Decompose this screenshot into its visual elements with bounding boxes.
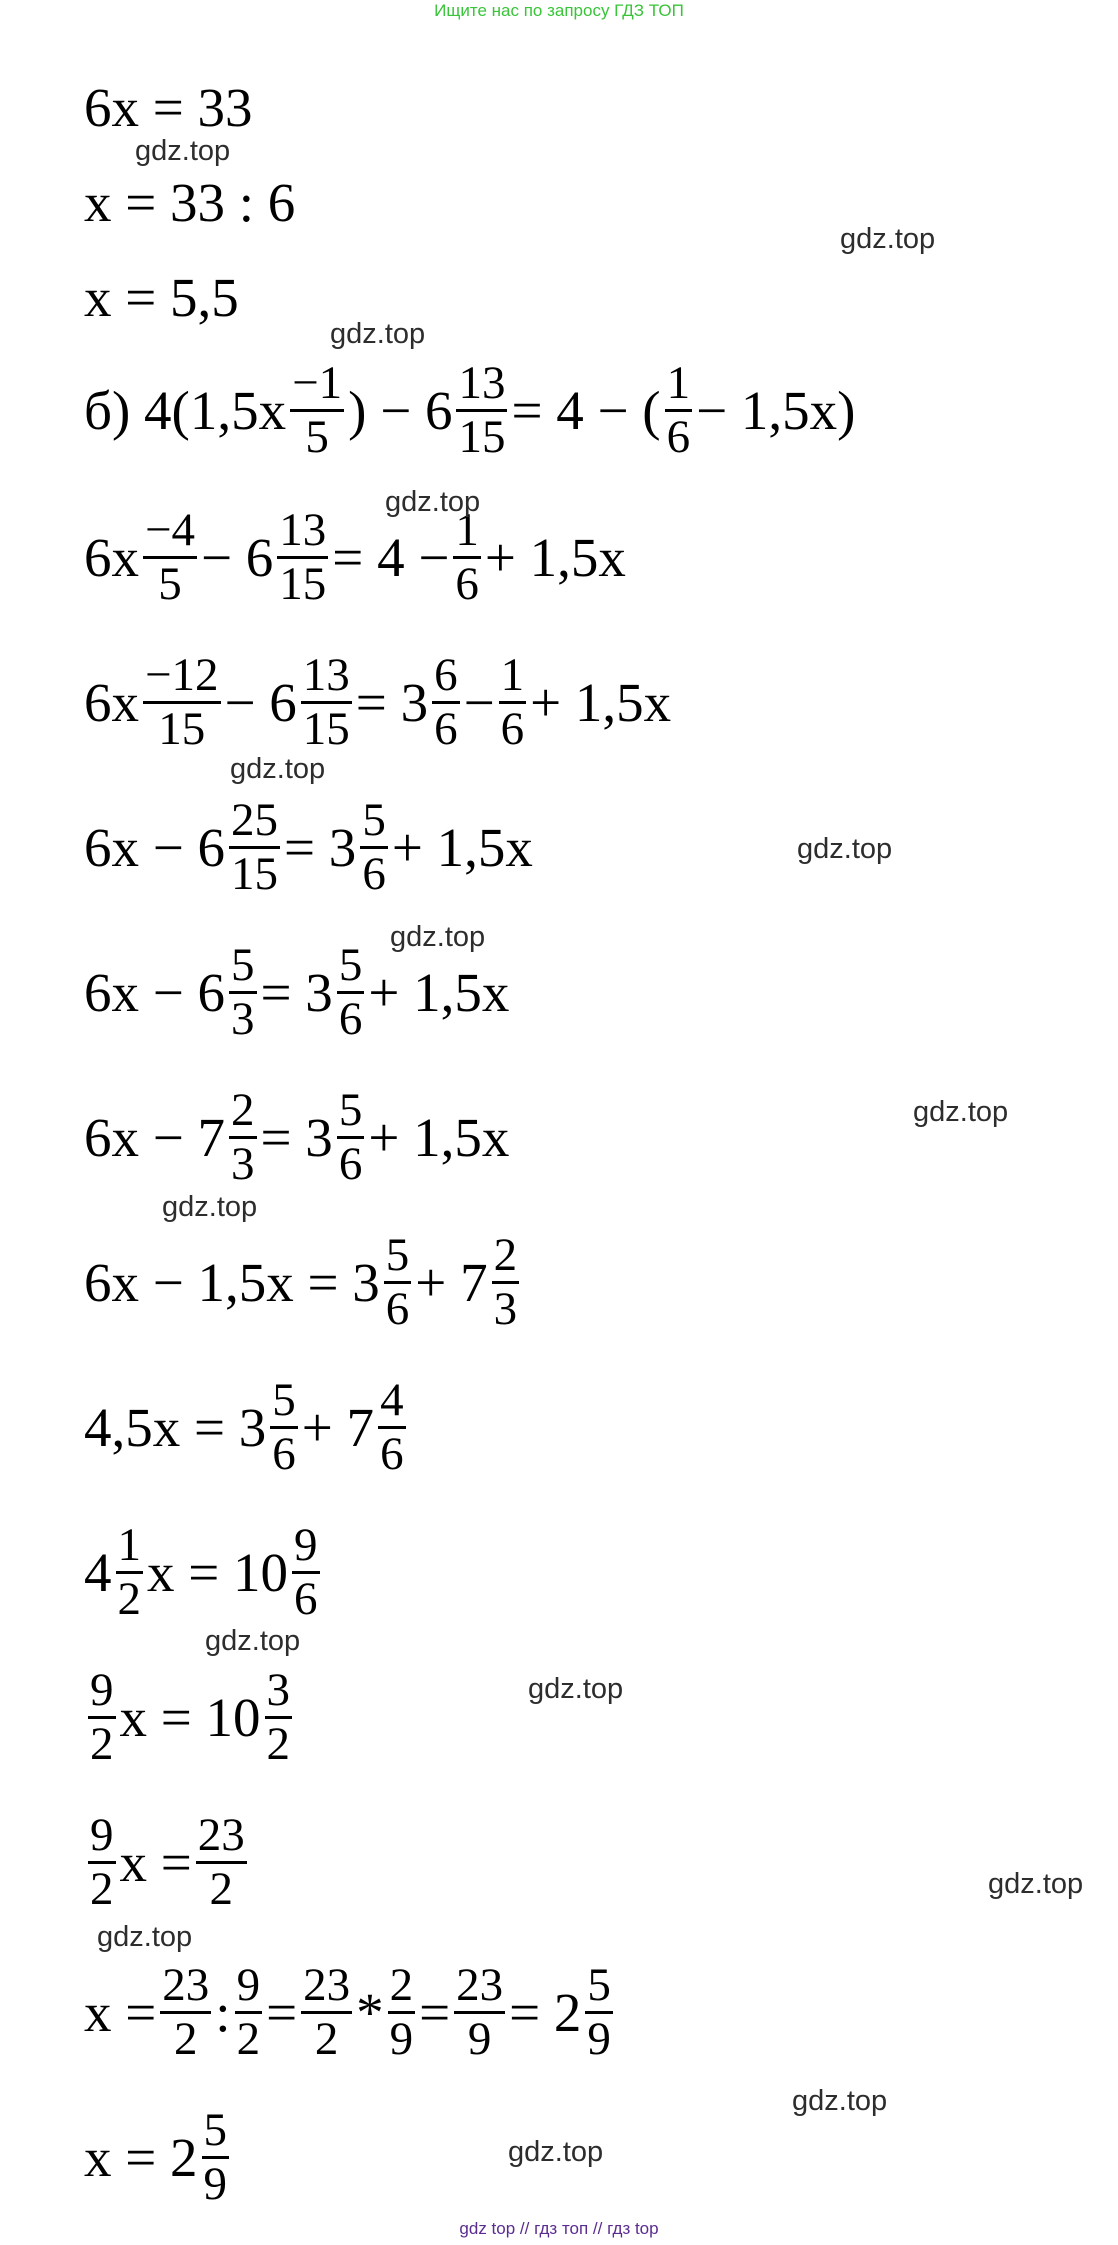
expr-text: 6x − 6 — [84, 961, 226, 1023]
denominator: 2 — [314, 2012, 339, 2065]
expr-text: + 1,5x — [530, 671, 672, 733]
search-banner: Ищите нас по запросу ГДЗ ТОП — [434, 1, 684, 20]
fraction — [229, 940, 257, 1045]
numerator: 2 — [389, 1959, 414, 2011]
expr-text: 6x − 1,5x = 3 — [84, 1251, 380, 1313]
denominator: 2 — [117, 1572, 141, 1625]
expr-text: x = 10 — [119, 1686, 261, 1748]
numerator: 13 — [302, 649, 350, 701]
denominator: 3 — [231, 1137, 255, 1190]
equation-line-16 — [84, 2105, 233, 2210]
numerator: 1 — [455, 504, 479, 556]
expr-text: + 1,5x — [368, 961, 510, 1023]
expr-text: 6x − 6 — [84, 816, 226, 878]
numerator: 13 — [279, 504, 327, 556]
denominator: 6 — [434, 702, 458, 755]
fraction — [229, 1085, 257, 1190]
denominator: 6 — [338, 992, 363, 1045]
fraction — [143, 650, 221, 755]
equation-line-14 — [84, 1810, 251, 1915]
watermark: gdz.top — [528, 1673, 624, 1705]
expr-text: − — [463, 671, 495, 733]
expr-text: 6x = 33 — [84, 77, 253, 138]
expr-text: − 1,5x) — [696, 379, 856, 441]
denominator: 6 — [385, 1282, 410, 1335]
fraction — [196, 1810, 247, 1915]
expr-text: x = — [119, 1831, 192, 1893]
denominator: 2 — [236, 2012, 261, 2065]
expr-text: 6x — [84, 526, 139, 588]
watermark: gdz.top — [792, 2085, 888, 2117]
equation-line-7 — [84, 795, 533, 900]
expr-text: x = 5,5 — [84, 267, 239, 328]
watermark: gdz.top — [797, 833, 893, 865]
fraction — [229, 795, 280, 900]
watermark: gdz.top — [230, 753, 326, 785]
denominator: 5 — [305, 410, 329, 463]
expr-text: x = 2 — [84, 2126, 198, 2188]
expr-text: = 3 — [260, 961, 333, 1023]
footer-links[interactable]: gdz top // гдз топ // гдз top — [459, 2219, 659, 2238]
denominator: 6 — [455, 557, 479, 610]
fraction — [337, 1085, 365, 1190]
equation-line-10 — [84, 1230, 523, 1335]
watermark: gdz.top — [508, 2136, 604, 2168]
fraction — [499, 650, 527, 755]
equation-line-3 — [84, 267, 239, 328]
expr-text: = 3 — [355, 671, 429, 733]
numerator: 9 — [90, 1664, 114, 1716]
equation-line-6 — [84, 650, 671, 755]
numerator: 2 — [493, 1229, 518, 1281]
equation-line-13 — [84, 1665, 296, 1770]
denominator: 15 — [279, 557, 327, 610]
expr-text: + 7 — [301, 1396, 375, 1458]
denominator: 2 — [90, 1717, 114, 1770]
equation-line-4 — [84, 358, 855, 463]
numerator: −4 — [145, 504, 196, 556]
expr-text: + 1,5x — [484, 526, 626, 588]
fraction — [143, 505, 197, 610]
fraction — [270, 1375, 298, 1480]
denominator: 9 — [203, 2157, 228, 2210]
equation-line-2 — [84, 172, 296, 233]
numerator: 5 — [338, 1084, 363, 1136]
numerator: 23 — [456, 1959, 504, 2011]
fraction — [301, 1960, 352, 2065]
denominator: 15 — [302, 702, 350, 755]
expr-text: x = 10 — [147, 1541, 289, 1603]
equation-line-15 — [84, 1960, 617, 2065]
expr-text: − 6 — [201, 526, 274, 588]
watermark: gdz.top — [205, 1625, 301, 1657]
expr-text: + 7 — [415, 1251, 488, 1313]
numerator: 2 — [231, 1084, 255, 1136]
fraction — [432, 650, 460, 755]
denominator: 15 — [158, 702, 206, 755]
denominator: 9 — [587, 2012, 611, 2065]
expr-text: : — [215, 1981, 231, 2043]
numerator: 1 — [666, 357, 691, 409]
numerator: 9 — [90, 1809, 114, 1861]
denominator: 15 — [458, 410, 506, 463]
expr-text: = — [419, 1981, 451, 2043]
numerator: 9 — [236, 1959, 261, 2011]
expr-text: ) − 6 — [348, 379, 453, 441]
numerator: 5 — [203, 2104, 228, 2156]
watermark: gdz.top — [840, 223, 936, 255]
numerator: 5 — [362, 794, 386, 846]
fraction — [454, 1960, 505, 2065]
fraction — [378, 1375, 406, 1480]
denominator: 3 — [231, 992, 255, 1045]
fraction — [292, 1520, 320, 1625]
denominator: 6 — [362, 847, 386, 900]
denominator: 9 — [467, 2012, 492, 2065]
fraction — [456, 358, 507, 463]
numerator: 25 — [231, 794, 279, 846]
equation-line-8 — [84, 940, 509, 1045]
watermark: gdz.top — [390, 921, 486, 953]
expr-text: 4,5x = 3 — [84, 1396, 267, 1458]
fraction — [453, 505, 481, 610]
numerator: 5 — [587, 1959, 611, 2011]
expr-text: б) 4(1,5x — [84, 379, 287, 441]
expr-text: + 1,5x — [368, 1106, 510, 1168]
expr-text: x = — [84, 1981, 157, 2043]
expr-text: 4 — [84, 1541, 112, 1603]
fraction — [265, 1665, 293, 1770]
denominator: 15 — [231, 847, 279, 900]
numerator: 6 — [434, 649, 458, 701]
fraction — [290, 358, 344, 463]
numerator: 5 — [385, 1229, 410, 1281]
watermark: gdz.top — [988, 1868, 1084, 1900]
expr-text: * — [356, 1981, 384, 2043]
equation-line-1 — [84, 77, 253, 138]
fraction — [235, 1960, 263, 2065]
numerator: 5 — [272, 1374, 296, 1426]
denominator: 2 — [209, 1862, 234, 1915]
expr-text: + 1,5x — [391, 816, 533, 878]
numerator: 23 — [197, 1809, 245, 1861]
expr-text: = 3 — [260, 1106, 333, 1168]
numerator: 5 — [338, 939, 363, 991]
denominator: 6 — [500, 702, 525, 755]
numerator: 1 — [117, 1519, 141, 1571]
denominator: 6 — [272, 1427, 296, 1480]
denominator: 2 — [90, 1862, 114, 1915]
numerator: 4 — [380, 1374, 404, 1426]
expr-text: 6x — [84, 671, 139, 733]
numerator: 3 — [266, 1664, 291, 1716]
numerator: 1 — [500, 649, 525, 701]
denominator: 6 — [338, 1137, 363, 1190]
fraction — [388, 1960, 416, 2065]
watermark: gdz.top — [913, 1096, 1009, 1128]
fraction — [337, 940, 365, 1045]
watermark: gdz.top — [162, 1191, 258, 1223]
numerator: 5 — [231, 939, 255, 991]
watermark: gdz.top — [330, 318, 426, 350]
watermark: gdz.top — [97, 1921, 193, 1953]
fraction — [88, 1810, 116, 1915]
fraction — [585, 1960, 613, 2065]
denominator: 6 — [294, 1572, 318, 1625]
equation-line-11 — [84, 1375, 410, 1480]
equation-line-5 — [84, 505, 626, 610]
expr-text: = 3 — [284, 816, 357, 878]
expr-text: = — [266, 1981, 298, 2043]
fraction — [301, 650, 352, 755]
numerator: 9 — [294, 1519, 318, 1571]
numerator: 23 — [162, 1959, 210, 2011]
denominator: 6 — [666, 410, 691, 463]
fraction — [492, 1230, 520, 1335]
fraction — [160, 1960, 211, 2065]
fraction — [202, 2105, 230, 2210]
expr-text: = 2 — [509, 1981, 582, 2043]
denominator: 2 — [266, 1717, 291, 1770]
expr-text: = 4 − ( — [511, 379, 661, 441]
denominator: 2 — [174, 2012, 198, 2065]
fraction — [384, 1230, 412, 1335]
numerator: −1 — [292, 357, 343, 409]
denominator: 6 — [380, 1427, 404, 1480]
watermark: gdz.top — [385, 486, 481, 518]
expr-text: − 6 — [224, 671, 297, 733]
expr-text: 6x − 7 — [84, 1106, 226, 1168]
fraction — [116, 1520, 144, 1625]
fraction — [665, 358, 693, 463]
numerator: −12 — [145, 649, 219, 701]
equation-line-9 — [84, 1085, 509, 1190]
equation-line-12 — [84, 1520, 324, 1625]
denominator: 9 — [389, 2012, 414, 2065]
fraction — [277, 505, 328, 610]
watermark: gdz.top — [135, 135, 231, 167]
numerator: 13 — [458, 357, 506, 409]
expr-text: x = 33 : 6 — [84, 172, 296, 233]
expr-text: = 4 − — [332, 526, 450, 588]
denominator: 3 — [493, 1282, 518, 1335]
denominator: 5 — [158, 557, 182, 610]
fraction — [88, 1665, 116, 1770]
numerator: 23 — [303, 1959, 351, 2011]
fraction — [360, 795, 388, 900]
